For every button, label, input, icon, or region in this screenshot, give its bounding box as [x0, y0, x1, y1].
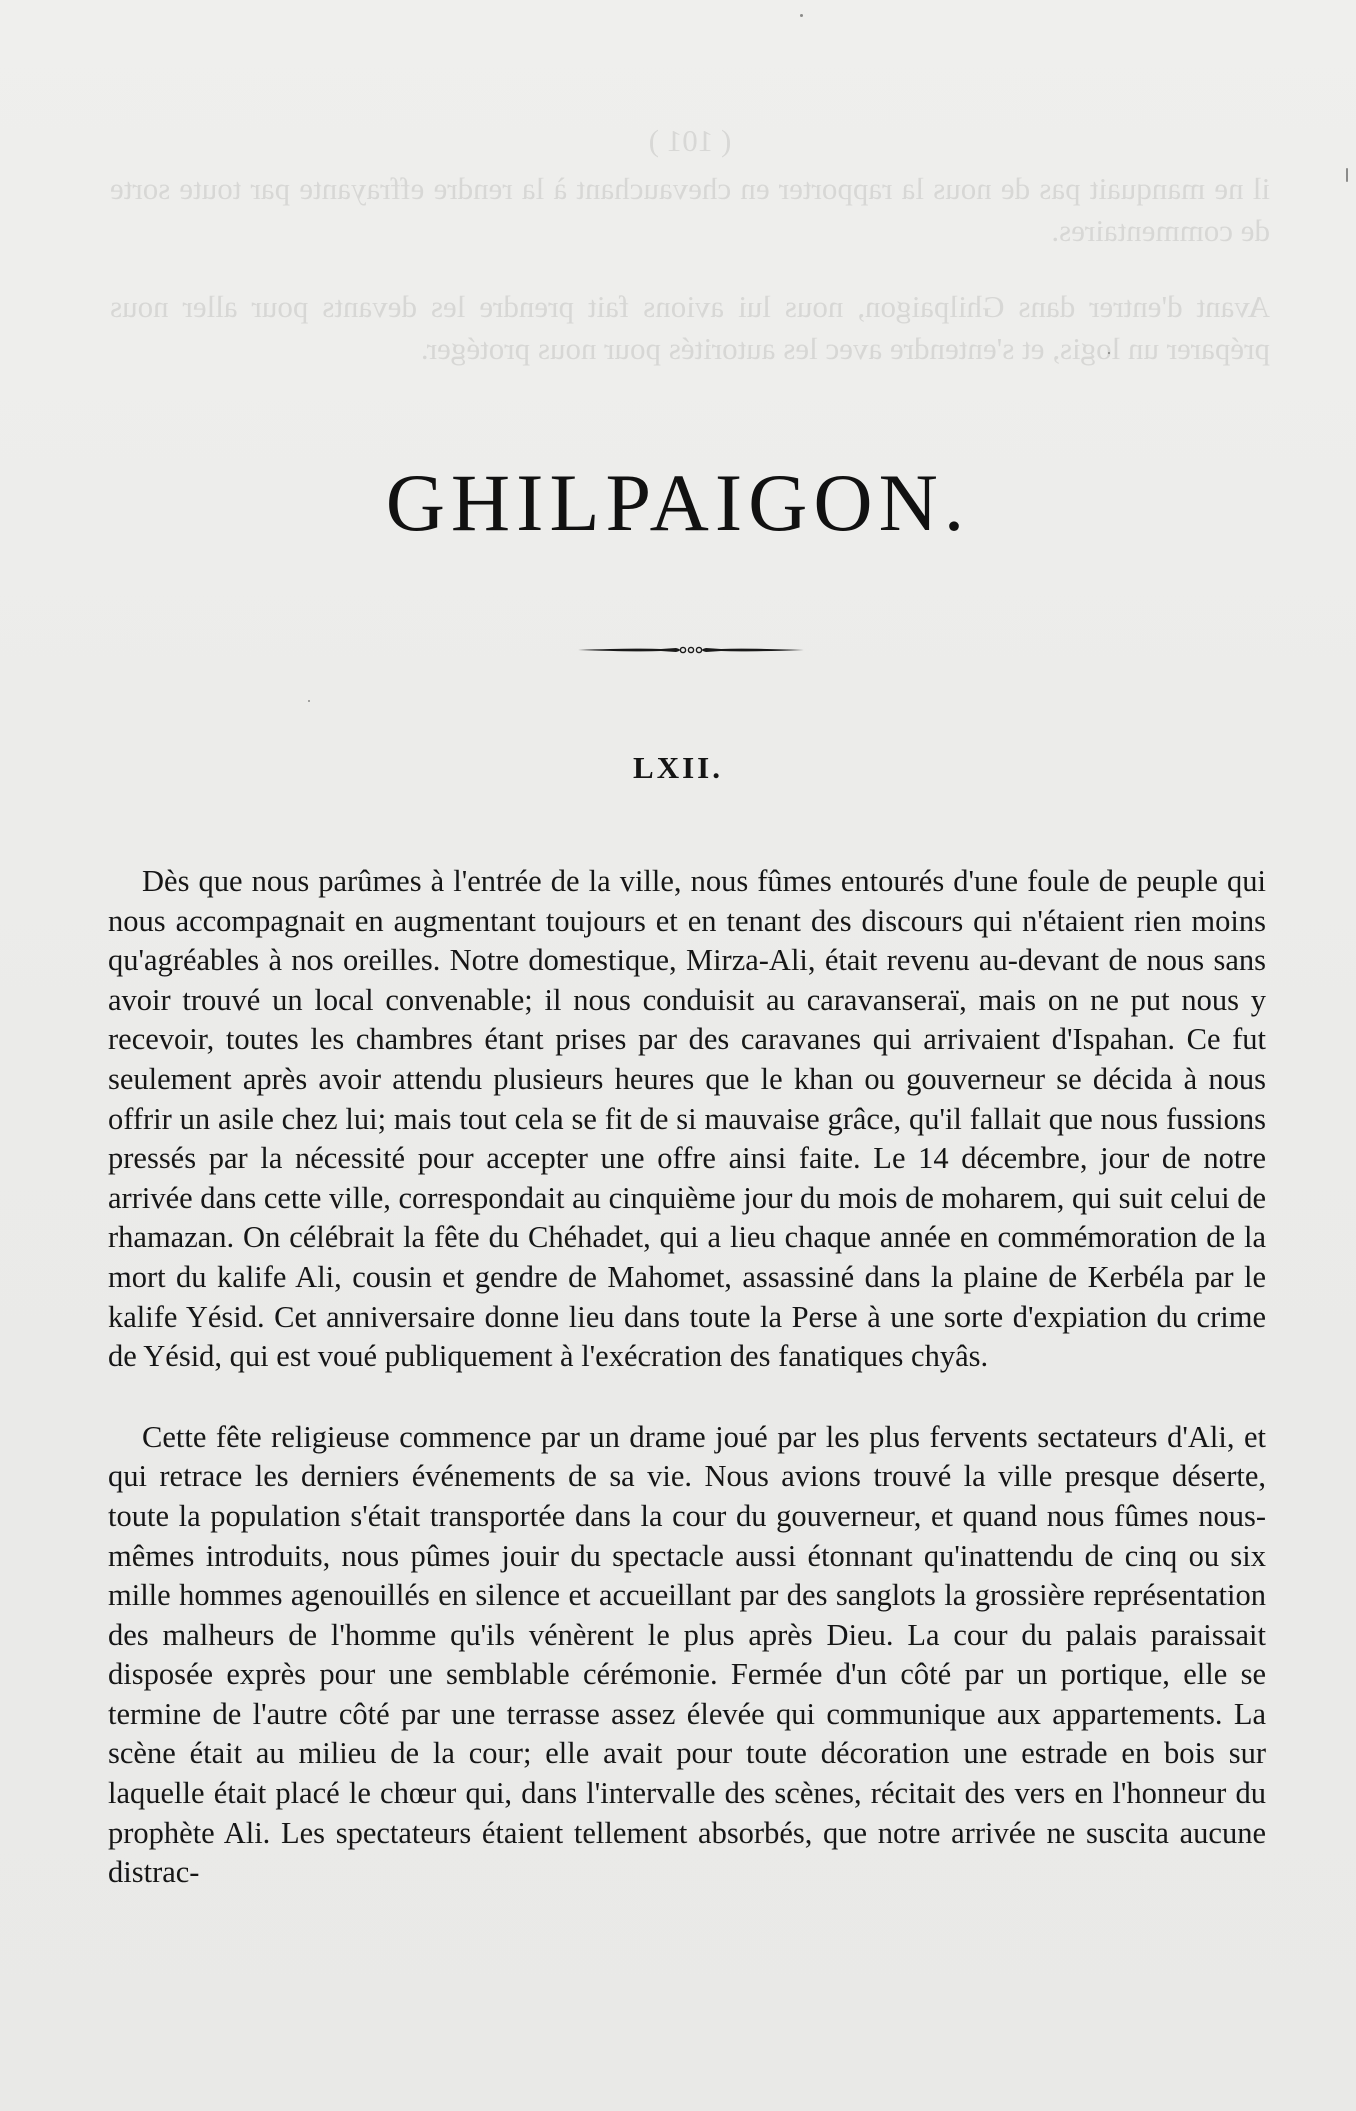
- paper-speck: [800, 14, 803, 17]
- page-title: GHILPAIGON.: [385, 457, 971, 548]
- paper-speck: [1108, 352, 1110, 354]
- bleed-through-text: [110, 120, 1270, 404]
- chapter-number: LXII.: [633, 750, 723, 785]
- paper-speck: [1346, 168, 1348, 182]
- ornament-rule-icon: [576, 640, 806, 660]
- paragraph: Dès que nous parûmes à l'entrée de la ville, nous fûmes entourés d'une foule de peuple qui nous accompagnait en augmentant toujours et en tenant des discours qui n'étaient rien moins qu'agréables à nos oreilles. Notre domestique, Mirza-Ali, était revenu au-devant de nous sans avoir trouvé un local convenable; il nous conduisit au caravanseraï, mais on ne put nous y recevoir, toutes les chambres étant prises par des caravanes qui arrivaient d'Ispahan. Ce fut seulement après avoir attendu plusieurs heures que le khan ou gouverneur se décida à nous offrir un asile chez lui; mais tout cela se fit de si mauvaise grâce, qu'il fallait que nous fussions pressés par la nécessité pour accepter une offre ainsi faite. Le 14 décembre, jour de notre arrivée dans cette ville, correspondait au cinquième jour du mois de moharem, qui suit celui de rhamazan. On célébrait la fête du Chéhadet, qui a lieu chaque année en commémoration de la mort du kalife Ali, cousin et gendre de Mahomet, assassiné dans la plaine de Kerbéla par le kalife Yésid. Cet anniversaire donne lieu dans toute la Perse à une sorte d'expiation du crime de Yésid, qui est voué publiquement à l'exécration des fanatiques chyâs.: [108, 864, 1266, 1374]
- bleed-page-number: ( 101 ): [648, 123, 732, 158]
- paragraph: Cette fête religieuse commence par un drame joué par les plus fervents sectateurs d'Ali, et qui retrace les derniers événements de sa vie. Nous avions trouvé la ville presque déserte, toute la population s'était transportée dans la cour du gouverneur, et quand nous fûmes nous-mêmes introduits, nous pûmes jouir du spectacle aussi étonnant qu'inattendu de cinq ou six mille hommes agenouillés en silence et accueillant par des sanglots la grossière représentation des malheurs de l'homme qu'ils vénèrent le plus après Dieu. La cour du palais paraissait disposée exprès pour une semblable cérémonie. Fermée d'un côté par un portique, elle se termine de l'autre côté par une terrasse assez élevée qui communique aux appartements. La scène était au milieu de la cour; elle avait pour toute décoration une estrade en bois sur laquelle était placé le chœur qui, dans l'intervalle des scènes, récitait des vers en l'honneur du prophète Ali. Les spectateurs étaient tellement absorbés, que notre arrivée ne suscita aucune distrac-: [108, 1419, 1266, 1890]
- bleed-paragraph: il ne manquait pas de nous la rapporter en chevauchant à la rendre effrayante par toute sorte de commentaires.: [110, 171, 1270, 248]
- paper-speck: [308, 700, 310, 702]
- bleed-paragraph: Avant d'entrer dans Ghilpaigon, nous lui avions fait prendre les devants pour aller nous préparer un logis, et s'entendre avec les autorités pour nous protéger.: [110, 289, 1270, 366]
- body-text: [108, 862, 1266, 1893]
